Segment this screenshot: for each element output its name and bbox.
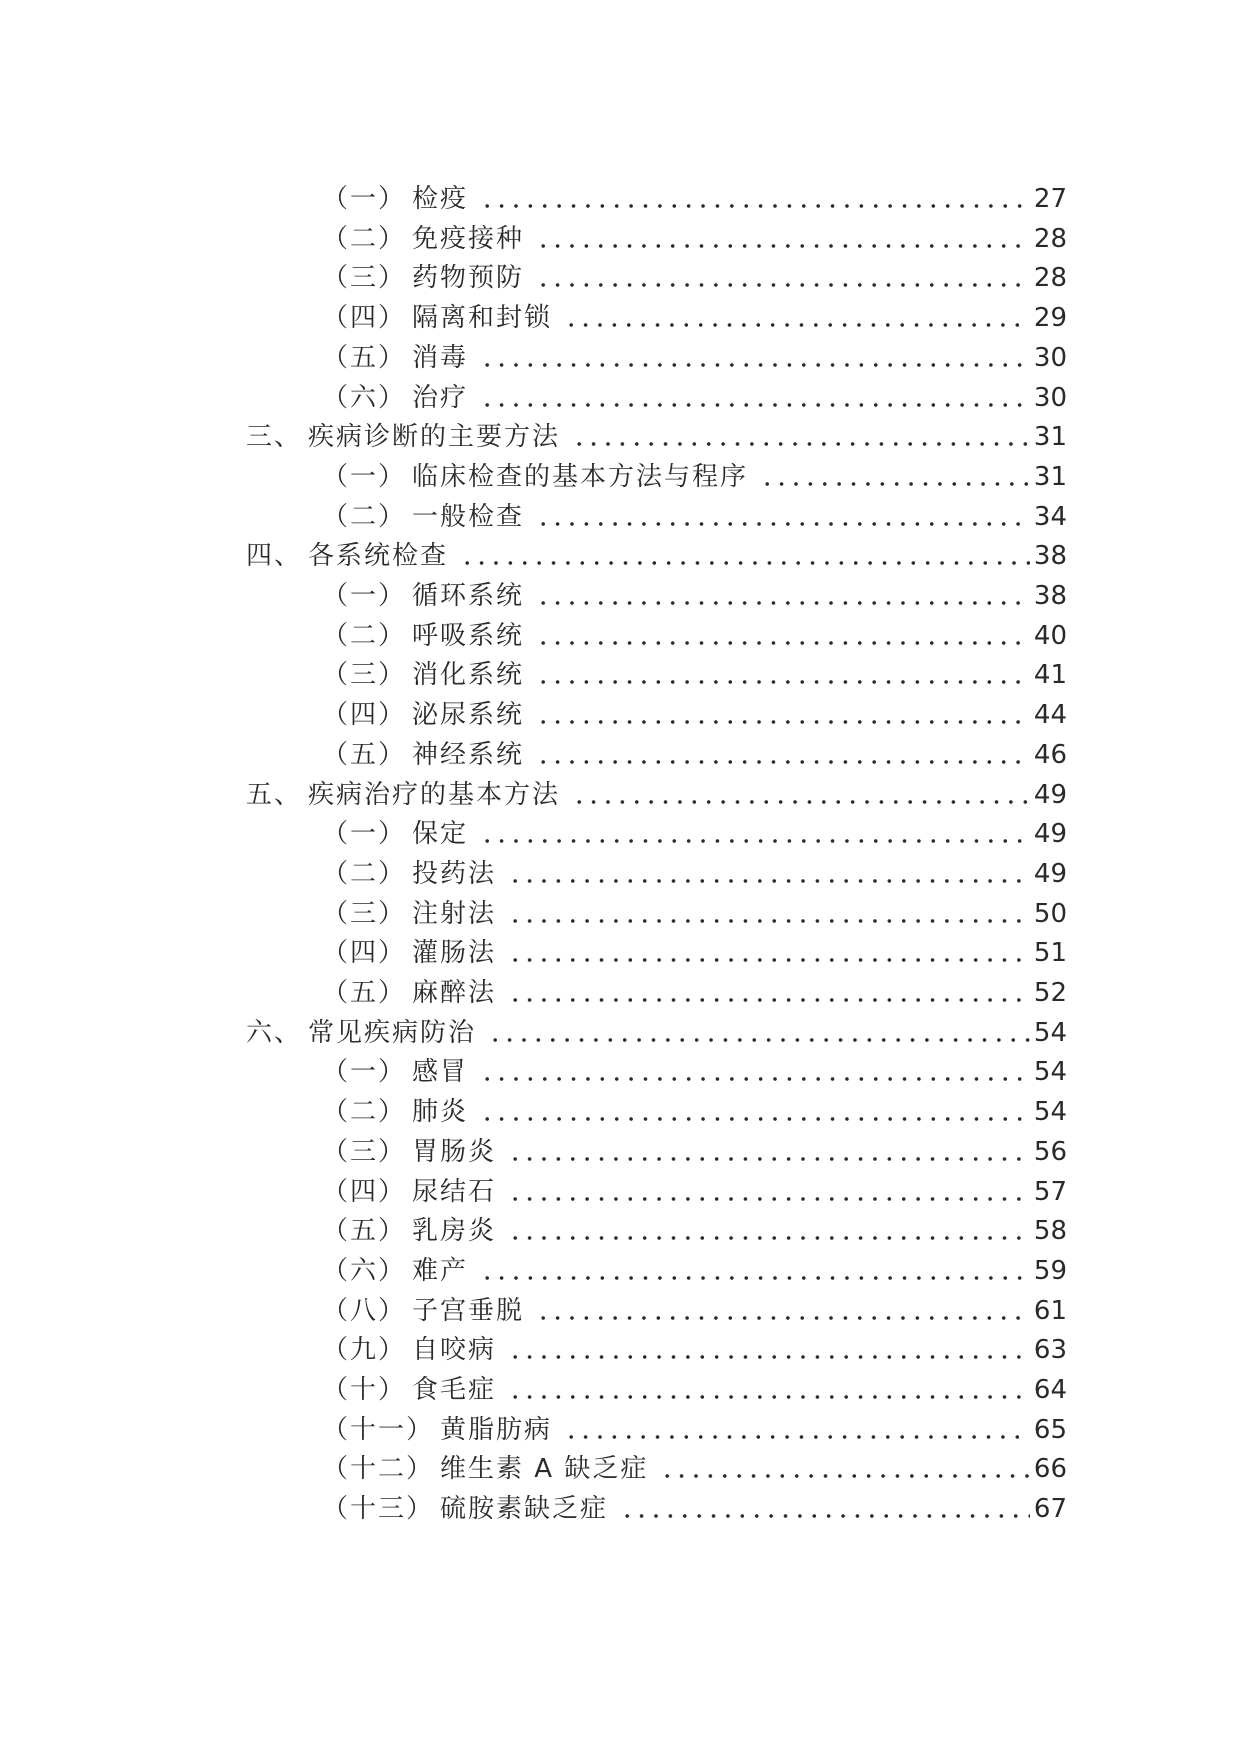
toc-entry-number: （十） bbox=[322, 1375, 407, 1405]
dot-leader bbox=[536, 522, 1030, 526]
toc-entry-label bbox=[322, 502, 524, 532]
toc-entry-page-number: 30 bbox=[1033, 382, 1067, 413]
toc-entry-title: 免疫接种 bbox=[412, 223, 525, 254]
dot-leader bbox=[536, 283, 1030, 287]
toc-entry[interactable] bbox=[0, 857, 1241, 897]
toc-entry-content bbox=[322, 1097, 1067, 1127]
toc-entry-content bbox=[322, 303, 1067, 333]
toc-entry-content bbox=[246, 541, 1067, 571]
toc-entry-title: 难产 bbox=[412, 1255, 469, 1286]
dot-leader bbox=[760, 482, 1030, 486]
toc-entry[interactable] bbox=[0, 1055, 1241, 1095]
dot-leader bbox=[572, 800, 1030, 804]
toc-entry-label bbox=[246, 541, 448, 571]
toc-entry-content bbox=[322, 383, 1067, 413]
toc-entry-page-number: 38 bbox=[1033, 541, 1067, 572]
toc-entry-label bbox=[322, 700, 524, 730]
toc-entry-number: （四） bbox=[322, 1176, 407, 1207]
toc-entry-title: 消化系统 bbox=[412, 660, 525, 691]
toc-entry-number: （九） bbox=[322, 1335, 407, 1366]
toc-entry-label bbox=[246, 780, 560, 810]
toc-entry-content bbox=[322, 343, 1067, 373]
toc-entry-label bbox=[322, 1454, 648, 1484]
toc-entry-number: （二） bbox=[322, 620, 407, 651]
toc-entry-title: 投药法 bbox=[412, 858, 497, 889]
toc-entry-label bbox=[246, 422, 560, 452]
toc-entry-title: 检疫 bbox=[412, 184, 469, 214]
toc-entry-number: （十三） bbox=[322, 1494, 435, 1525]
toc-entry[interactable] bbox=[0, 1016, 1241, 1056]
toc-entry-label bbox=[322, 938, 496, 968]
dot-leader bbox=[564, 323, 1030, 327]
toc-entry-page-number: 27 bbox=[1033, 184, 1067, 214]
toc-entry-page-number: 29 bbox=[1033, 303, 1067, 334]
toc-entry-number: （四） bbox=[322, 700, 407, 731]
toc-entry-title: 注射法 bbox=[412, 898, 497, 929]
toc-entry[interactable] bbox=[0, 778, 1241, 818]
toc-entry-number: （六） bbox=[322, 1255, 407, 1286]
toc-entry-page-number: 49 bbox=[1033, 779, 1067, 810]
dot-leader bbox=[480, 363, 1030, 367]
toc-entry-page-number: 40 bbox=[1033, 620, 1067, 651]
toc-entry-number: （四） bbox=[322, 303, 407, 334]
toc-entry-number: （二） bbox=[322, 1097, 407, 1128]
toc-entry-label bbox=[322, 1375, 496, 1405]
toc-entry-label bbox=[322, 740, 524, 770]
toc-entry-content bbox=[322, 502, 1067, 532]
toc-entry-page-number: 50 bbox=[1033, 898, 1067, 929]
toc-entry-page-number: 59 bbox=[1033, 1255, 1067, 1286]
toc-entry-title: 疾病治疗的基本方法 bbox=[308, 779, 561, 810]
toc-entry-label bbox=[322, 184, 468, 214]
toc-entry-title: 药物预防 bbox=[412, 263, 525, 294]
toc-entry-label bbox=[322, 1177, 496, 1207]
toc-entry-content bbox=[322, 1057, 1067, 1087]
toc-entry-title: 黄脂肪病 bbox=[440, 1414, 553, 1445]
toc-entry-title: 自咬病 bbox=[412, 1335, 497, 1366]
toc-entry-number: （三） bbox=[322, 1136, 407, 1167]
toc-entry-title: 肺炎 bbox=[412, 1097, 469, 1128]
toc-entry-number: （六） bbox=[322, 382, 407, 413]
toc-entry[interactable] bbox=[0, 539, 1241, 579]
toc-entry-content bbox=[322, 1256, 1067, 1286]
toc-entry-title: 维生素 A 缺乏症 bbox=[440, 1454, 649, 1485]
toc-entry-label bbox=[322, 1415, 552, 1445]
toc-entry-content bbox=[246, 422, 1067, 452]
toc-entry-page-number: 46 bbox=[1033, 739, 1067, 770]
toc-entry-page-number: 56 bbox=[1033, 1136, 1067, 1167]
toc-entry-label bbox=[322, 819, 468, 849]
toc-entry-content bbox=[322, 700, 1067, 730]
toc-entry-number: （一） bbox=[322, 819, 407, 850]
toc-entry-content bbox=[322, 1177, 1067, 1207]
toc-entry-number: （五） bbox=[322, 739, 407, 770]
toc-entry-content bbox=[322, 740, 1067, 770]
toc-entry-content bbox=[322, 581, 1067, 611]
toc-entry[interactable] bbox=[0, 1095, 1241, 1135]
dot-leader bbox=[508, 958, 1030, 962]
toc-entry-content bbox=[322, 978, 1067, 1008]
toc-entry-content bbox=[246, 1018, 1067, 1048]
toc-entry-label bbox=[322, 660, 524, 690]
dot-leader bbox=[488, 1038, 1030, 1042]
toc-entry-label bbox=[322, 1137, 496, 1167]
dot-leader bbox=[536, 641, 1030, 645]
toc-entry-number: （一） bbox=[322, 184, 407, 214]
toc-entry-title: 一般检查 bbox=[412, 501, 525, 532]
toc-entry[interactable] bbox=[0, 1373, 1241, 1413]
toc-entry-page-number: 38 bbox=[1033, 581, 1067, 611]
toc-entry-content bbox=[322, 184, 1067, 214]
toc-entry-title: 乳房炎 bbox=[412, 1216, 497, 1247]
toc-entry-content bbox=[322, 1137, 1067, 1167]
toc-entry-page-number: 49 bbox=[1033, 858, 1067, 889]
dot-leader bbox=[508, 1197, 1030, 1201]
toc-entry[interactable] bbox=[0, 1214, 1241, 1254]
toc-entry-title: 神经系统 bbox=[412, 739, 525, 770]
toc-entry-content bbox=[322, 462, 1067, 492]
dot-leader bbox=[508, 1395, 1030, 1399]
toc-entry-page-number: 30 bbox=[1033, 342, 1067, 373]
toc-entry-label bbox=[322, 1057, 468, 1087]
toc-entry-label bbox=[322, 343, 468, 373]
toc-entry-number: （三） bbox=[322, 660, 407, 691]
toc-entry-number: 六、 bbox=[246, 1017, 303, 1048]
toc-entry[interactable] bbox=[0, 976, 1241, 1016]
toc-entry-label bbox=[246, 1018, 476, 1048]
toc-entry[interactable] bbox=[0, 460, 1241, 500]
dot-leader bbox=[572, 442, 1030, 446]
toc-entry-number: （二） bbox=[322, 858, 407, 889]
toc-entry-page-number: 54 bbox=[1033, 1097, 1067, 1128]
toc-entry[interactable] bbox=[0, 182, 1241, 222]
toc-entry-number: （三） bbox=[322, 898, 407, 929]
toc-entry-label bbox=[322, 224, 524, 254]
toc-entry[interactable] bbox=[0, 1452, 1241, 1492]
toc-entry-label bbox=[322, 581, 524, 611]
toc-entry-page-number: 51 bbox=[1033, 938, 1067, 969]
toc-entry-label bbox=[322, 462, 748, 492]
toc-entry-label bbox=[322, 1494, 608, 1524]
toc-entry-number: 五、 bbox=[246, 779, 303, 810]
toc-entry-title: 常见疾病防治 bbox=[308, 1017, 477, 1048]
toc-entry-label bbox=[322, 978, 496, 1008]
toc-entry[interactable] bbox=[0, 341, 1241, 381]
dot-leader bbox=[508, 1157, 1030, 1161]
dot-leader bbox=[660, 1474, 1030, 1478]
dot-leader bbox=[508, 998, 1030, 1002]
toc-entry-number: （十二） bbox=[322, 1454, 435, 1485]
dot-leader bbox=[480, 1276, 1030, 1280]
dot-leader bbox=[508, 1236, 1030, 1240]
toc-entry-content bbox=[322, 1415, 1067, 1445]
toc-entry-title: 临床检查的基本方法与程序 bbox=[412, 461, 749, 492]
toc-entry-page-number: 64 bbox=[1033, 1375, 1067, 1405]
toc-entry-page-number: 34 bbox=[1033, 501, 1067, 532]
toc-entry-number: （五） bbox=[322, 1216, 407, 1247]
toc-entry-title: 麻醉法 bbox=[412, 978, 497, 1008]
toc-entry[interactable] bbox=[0, 897, 1241, 937]
dot-leader bbox=[480, 403, 1030, 407]
toc-entry-title: 各系统检查 bbox=[308, 541, 449, 572]
toc-entry-content bbox=[246, 780, 1067, 810]
dot-leader bbox=[536, 601, 1030, 605]
toc-entry-page-number: 66 bbox=[1033, 1454, 1067, 1485]
toc-entry[interactable] bbox=[0, 658, 1241, 698]
toc-entry-content bbox=[322, 1454, 1067, 1484]
toc-entry-label bbox=[322, 621, 524, 651]
toc-entry[interactable] bbox=[0, 1135, 1241, 1175]
toc-entry-label bbox=[322, 1335, 496, 1365]
toc-entry-title: 硫胺素缺乏症 bbox=[440, 1494, 609, 1525]
toc-entry-page-number: 31 bbox=[1033, 422, 1067, 453]
toc-entry-number: （一） bbox=[322, 581, 407, 611]
toc-entry[interactable] bbox=[0, 1333, 1241, 1373]
toc-entry-content bbox=[322, 224, 1067, 254]
toc-entry-page-number: 65 bbox=[1033, 1414, 1067, 1445]
toc-entry-page-number: 41 bbox=[1033, 660, 1067, 691]
dot-leader bbox=[480, 1077, 1030, 1081]
toc-entry-content bbox=[322, 938, 1067, 968]
dot-leader bbox=[536, 680, 1030, 684]
toc-entry-content bbox=[322, 899, 1067, 929]
toc-entry-content bbox=[322, 859, 1067, 889]
toc-entry[interactable] bbox=[0, 222, 1241, 262]
toc-entry[interactable] bbox=[0, 817, 1241, 857]
toc-entry-number: （八） bbox=[322, 1295, 407, 1326]
toc-entry-label bbox=[322, 263, 524, 293]
toc-entry-page-number: 54 bbox=[1033, 1017, 1067, 1048]
toc-entry-number: （一） bbox=[322, 461, 407, 492]
toc-entry[interactable] bbox=[0, 381, 1241, 421]
dot-leader bbox=[508, 879, 1030, 883]
toc-entry-page-number: 52 bbox=[1033, 978, 1067, 1008]
toc-entry-title: 疾病诊断的主要方法 bbox=[308, 422, 561, 453]
toc-entry-title: 泌尿系统 bbox=[412, 700, 525, 731]
toc-entry-page-number: 63 bbox=[1033, 1335, 1067, 1366]
toc-entry-number: （四） bbox=[322, 938, 407, 969]
toc-entry-label bbox=[322, 1256, 468, 1286]
toc-entry-label bbox=[322, 1216, 496, 1246]
toc-entry[interactable] bbox=[0, 738, 1241, 778]
dot-leader bbox=[564, 1435, 1030, 1439]
dot-leader bbox=[460, 561, 1030, 565]
toc-entry-content bbox=[322, 263, 1067, 293]
toc-entry[interactable] bbox=[0, 619, 1241, 659]
toc-entry-title: 循环系统 bbox=[412, 581, 525, 611]
toc-entry-number: （二） bbox=[322, 501, 407, 532]
toc-entry-page-number: 58 bbox=[1033, 1216, 1067, 1247]
toc-entry[interactable] bbox=[0, 1492, 1241, 1532]
toc-entry-title: 灌肠法 bbox=[412, 938, 497, 969]
toc-entry-title: 呼吸系统 bbox=[412, 620, 525, 651]
toc-entry-title: 感冒 bbox=[412, 1057, 469, 1088]
toc-entry-content bbox=[322, 1335, 1067, 1365]
toc-entry[interactable] bbox=[0, 1175, 1241, 1215]
toc-entry-label bbox=[322, 1296, 524, 1326]
toc-entry[interactable] bbox=[0, 420, 1241, 460]
toc-entry-page-number: 57 bbox=[1033, 1176, 1067, 1207]
toc-entry-content bbox=[322, 1296, 1067, 1326]
dot-leader bbox=[480, 1117, 1030, 1121]
toc-entry[interactable] bbox=[0, 500, 1241, 540]
toc-entry-content bbox=[322, 1375, 1067, 1405]
toc-entry-number: （一） bbox=[322, 1057, 407, 1088]
toc-entry-title: 尿结石 bbox=[412, 1176, 497, 1207]
dot-leader bbox=[508, 919, 1030, 923]
toc-entry-number: 三、 bbox=[246, 422, 303, 453]
toc-entry[interactable] bbox=[0, 261, 1241, 301]
dot-leader bbox=[536, 760, 1030, 764]
toc-entry-page-number: 54 bbox=[1033, 1057, 1067, 1088]
dot-leader bbox=[536, 244, 1030, 248]
toc-entry[interactable] bbox=[0, 301, 1241, 341]
toc-entry[interactable] bbox=[0, 1254, 1241, 1294]
toc-entry-page-number: 67 bbox=[1033, 1494, 1067, 1525]
toc-entry[interactable] bbox=[0, 698, 1241, 738]
dot-leader bbox=[536, 720, 1030, 724]
toc-entry-title: 保定 bbox=[412, 819, 469, 850]
toc-entry-page-number: 44 bbox=[1033, 700, 1067, 731]
toc-entry-title: 食毛症 bbox=[412, 1375, 497, 1405]
toc-entry-content bbox=[322, 819, 1067, 849]
toc-entry[interactable] bbox=[0, 1413, 1241, 1453]
toc-entry-page-number: 61 bbox=[1033, 1295, 1067, 1326]
toc-entry-label bbox=[322, 383, 468, 413]
toc-entry-number: 四、 bbox=[246, 541, 303, 572]
dot-leader bbox=[620, 1514, 1030, 1518]
dot-leader bbox=[508, 1355, 1030, 1359]
toc-entry-title: 胃肠炎 bbox=[412, 1136, 497, 1167]
dot-leader bbox=[480, 839, 1030, 843]
toc-entry-number: （五） bbox=[322, 342, 407, 373]
toc-entry-number: （十一） bbox=[322, 1414, 435, 1445]
toc-entry-label bbox=[322, 899, 496, 929]
toc-entry[interactable] bbox=[0, 1294, 1241, 1334]
toc-entry-title: 治疗 bbox=[412, 382, 469, 413]
toc-entry-number: （二） bbox=[322, 223, 407, 254]
toc-entry-label bbox=[322, 303, 552, 333]
toc-entry-title: 消毒 bbox=[412, 342, 469, 373]
toc-entry[interactable] bbox=[0, 579, 1241, 619]
toc-entry-label bbox=[322, 859, 496, 889]
toc-entry-content bbox=[322, 660, 1067, 690]
toc-entry-content bbox=[322, 1494, 1067, 1524]
toc-entry-number: （三） bbox=[322, 263, 407, 294]
toc-entry-label bbox=[322, 1097, 468, 1127]
dot-leader bbox=[480, 204, 1030, 208]
toc-entry-number: （五） bbox=[322, 978, 407, 1008]
toc-entry-content bbox=[322, 1216, 1067, 1246]
dot-leader bbox=[536, 1316, 1030, 1320]
toc-entry-title: 子宫垂脱 bbox=[412, 1295, 525, 1326]
toc-entry-page-number: 49 bbox=[1033, 819, 1067, 850]
toc-entry-page-number: 31 bbox=[1033, 461, 1067, 492]
toc-entry-title: 隔离和封锁 bbox=[412, 303, 553, 334]
toc-entry-content bbox=[322, 621, 1067, 651]
toc-entry[interactable] bbox=[0, 936, 1241, 976]
toc-entry-page-number: 28 bbox=[1033, 223, 1067, 254]
toc-entry-page-number: 28 bbox=[1033, 263, 1067, 294]
